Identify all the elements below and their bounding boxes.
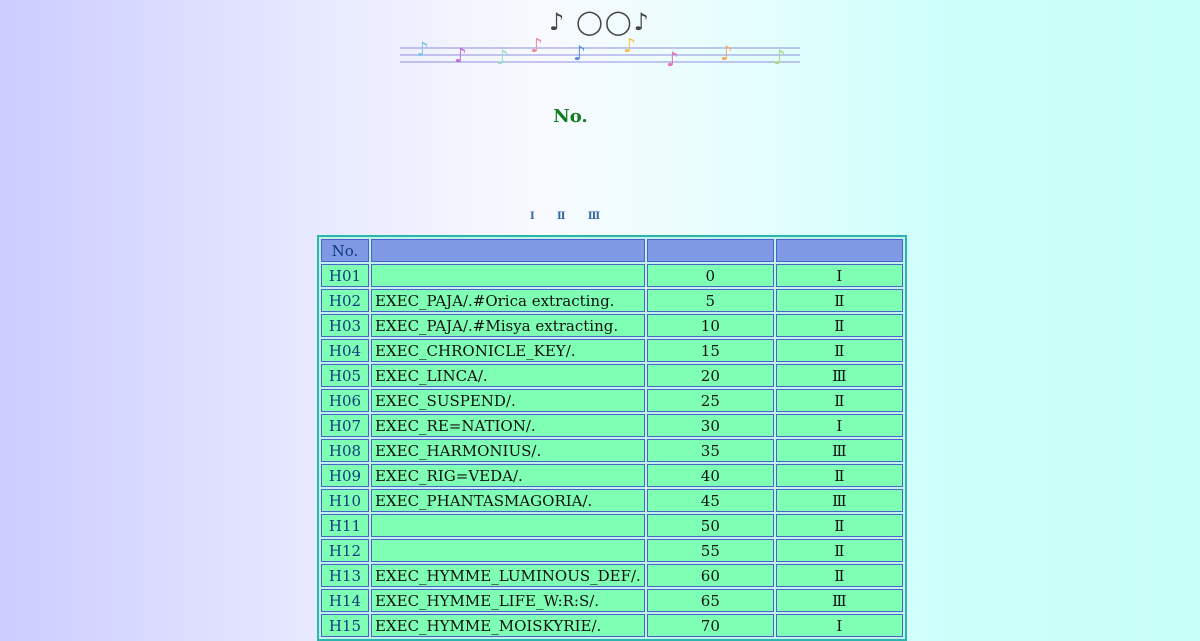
cell-level: 55: [647, 539, 774, 562]
cell-category: Ⅰ: [776, 614, 903, 637]
hymmnos-table: [317, 235, 907, 641]
cell-category: Ⅲ: [776, 589, 903, 612]
cell-level: 60: [647, 564, 774, 587]
staff-note-icon: ♪: [623, 38, 636, 57]
cell-name: EXEC_SUSPEND/.: [371, 389, 645, 412]
cell-category: Ⅰ: [776, 414, 903, 437]
header-category: [776, 239, 903, 262]
table-row: [321, 264, 903, 287]
page-heading: No.: [553, 106, 588, 127]
cell-level: 50: [647, 514, 774, 537]
table-row: [321, 589, 903, 612]
cell-level: 25: [647, 389, 774, 412]
staff-note-icon: ♪: [773, 45, 786, 69]
cell-no: H11: [321, 514, 369, 537]
cell-name: EXEC_PAJA/.#Orica extracting.: [371, 289, 645, 312]
table-row: [321, 339, 903, 362]
header-no: No.: [321, 239, 369, 262]
cell-category: Ⅱ: [776, 389, 903, 412]
cell-no: H07: [321, 414, 369, 437]
cell-no: H10: [321, 489, 369, 512]
table-row: [321, 389, 903, 412]
cell-name: EXEC_HYMME_LUMINOUS_DEF/.: [371, 564, 645, 587]
cell-no: H04: [321, 339, 369, 362]
table-row: [321, 414, 903, 437]
cell-category: Ⅱ: [776, 289, 903, 312]
table-row: [321, 539, 903, 562]
cell-name: EXEC_PAJA/.#Misya extracting.: [371, 314, 645, 337]
cell-name: [371, 514, 645, 537]
nav-link-category-3[interactable]: Ⅲ: [587, 211, 600, 222]
table-header-row: [321, 239, 903, 262]
table-row: [321, 564, 903, 587]
cell-no: H02: [321, 289, 369, 312]
cell-level: 0: [647, 264, 774, 287]
cell-category: Ⅱ: [776, 314, 903, 337]
nav-link-category-1[interactable]: Ⅰ: [530, 211, 535, 222]
table-row: [321, 439, 903, 462]
cell-category: Ⅱ: [776, 539, 903, 562]
cell-level: 10: [647, 314, 774, 337]
table-row: [321, 289, 903, 312]
staff-note-icon: ♪: [454, 43, 467, 67]
staff-note-icon: ♪: [573, 41, 586, 65]
cell-category: Ⅱ: [776, 514, 903, 537]
cell-name: [371, 264, 645, 287]
cell-name: [371, 539, 645, 562]
nav-link-category-2[interactable]: Ⅱ: [557, 211, 566, 222]
cell-name: EXEC_RE=NATION/.: [371, 414, 645, 437]
table-row: [321, 489, 903, 512]
cell-name: EXEC_HYMME_LIFE_W:R:S/.: [371, 589, 645, 612]
cell-level: 30: [647, 414, 774, 437]
cell-no: H06: [321, 389, 369, 412]
cell-name: EXEC_LINCA/.: [371, 364, 645, 387]
header-level: [647, 239, 774, 262]
cell-no: H14: [321, 589, 369, 612]
cell-no: H05: [321, 364, 369, 387]
cell-category: Ⅱ: [776, 339, 903, 362]
category-nav: [530, 211, 600, 222]
cell-level: 15: [647, 339, 774, 362]
hymmnos-table-container: [317, 235, 907, 641]
cell-category: Ⅱ: [776, 464, 903, 487]
cell-no: H12: [321, 539, 369, 562]
cell-name: EXEC_CHRONICLE_KEY/.: [371, 339, 645, 362]
staff-note-icon: ♪: [416, 38, 429, 61]
table-row: [321, 514, 903, 537]
cell-no: H01: [321, 264, 369, 287]
cell-name: EXEC_HARMONIUS/.: [371, 439, 645, 462]
header-name: [371, 239, 645, 262]
cell-level: 20: [647, 364, 774, 387]
cell-no: H13: [321, 564, 369, 587]
cell-name: EXEC_PHANTASMAGORIA/.: [371, 489, 645, 512]
cell-category: Ⅲ: [776, 364, 903, 387]
staff-note-icon: ♪: [530, 38, 543, 57]
table-row: [321, 614, 903, 637]
cell-level: 45: [647, 489, 774, 512]
cell-category: Ⅲ: [776, 489, 903, 512]
cell-name: EXEC_HYMME_MOISKYRIE/.: [371, 614, 645, 637]
cell-level: 70: [647, 614, 774, 637]
cell-level: 65: [647, 589, 774, 612]
cell-level: 35: [647, 439, 774, 462]
title-music-glyphs: ♪ ◯◯♪: [549, 8, 651, 36]
table-row: [321, 314, 903, 337]
cell-category: Ⅱ: [776, 564, 903, 587]
staff-note-icon: ♪: [720, 41, 733, 65]
cell-level: 5: [647, 289, 774, 312]
cell-name: EXEC_RIG=VEDA/.: [371, 464, 645, 487]
cell-no: H03: [321, 314, 369, 337]
staff-note-icon: ♪: [666, 47, 679, 71]
cell-no: H08: [321, 439, 369, 462]
staff-note-icon: ♪: [496, 45, 509, 69]
music-staff-banner: [398, 38, 802, 72]
cell-category: Ⅰ: [776, 264, 903, 287]
cell-no: H15: [321, 614, 369, 637]
cell-level: 40: [647, 464, 774, 487]
table-row: [321, 364, 903, 387]
cell-category: Ⅲ: [776, 439, 903, 462]
cell-no: H09: [321, 464, 369, 487]
table-row: [321, 464, 903, 487]
